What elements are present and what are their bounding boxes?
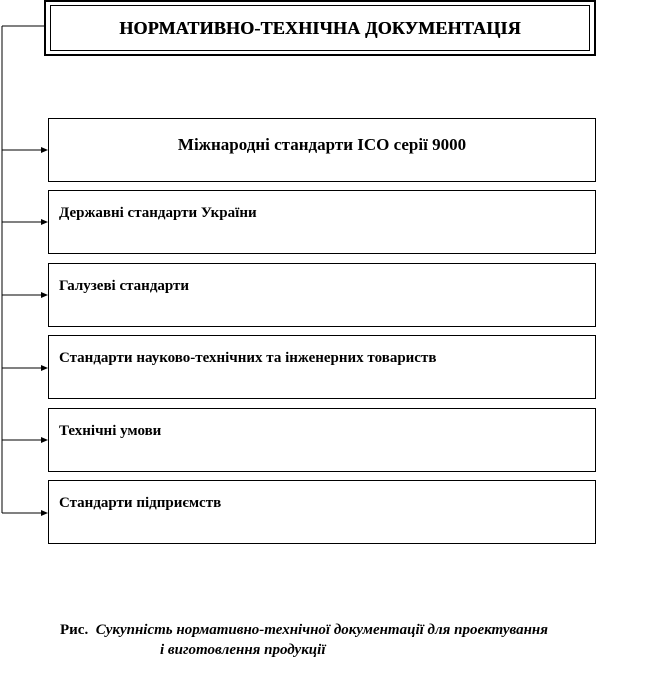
item-label: Стандарти науково-технічних та інженерних товариств	[59, 350, 437, 366]
arrowhead-3	[41, 292, 48, 298]
figure-caption	[60, 620, 650, 660]
arrowhead-5	[41, 437, 48, 443]
item-label: Стандарти підприємств	[59, 495, 222, 511]
arrowhead-4	[41, 365, 48, 371]
item-box-industry-standards	[48, 263, 596, 327]
item-label: Державні стандарти України	[59, 205, 257, 221]
diagram-title: НОРМАТИВНО-ТЕХНІЧНА ДОКУМЕНТАЦІЯ	[119, 17, 521, 38]
item-box-society-standards	[48, 335, 596, 399]
item-label: Технічні умови	[59, 423, 162, 439]
figure-label: Рис.	[60, 622, 89, 638]
arrowhead-6	[41, 510, 48, 516]
figure-title-line1: Сукупність нормативно-технічної документації для проектування	[95, 622, 548, 638]
item-box-technical-conditions	[48, 408, 596, 472]
figure-title-line2: і виготовлення продукції	[160, 642, 326, 658]
item-box-enterprise-standards	[48, 480, 596, 544]
arrowhead-2	[41, 219, 48, 225]
arrowhead-1	[41, 147, 48, 153]
item-box-international-standards	[48, 118, 596, 182]
item-label: Міжнародні стандарти ІСО серії 9000	[177, 135, 467, 154]
diagram-title-box	[44, 0, 596, 56]
item-label: Галузеві стандарти	[59, 278, 190, 294]
item-box-state-standards	[48, 190, 596, 254]
